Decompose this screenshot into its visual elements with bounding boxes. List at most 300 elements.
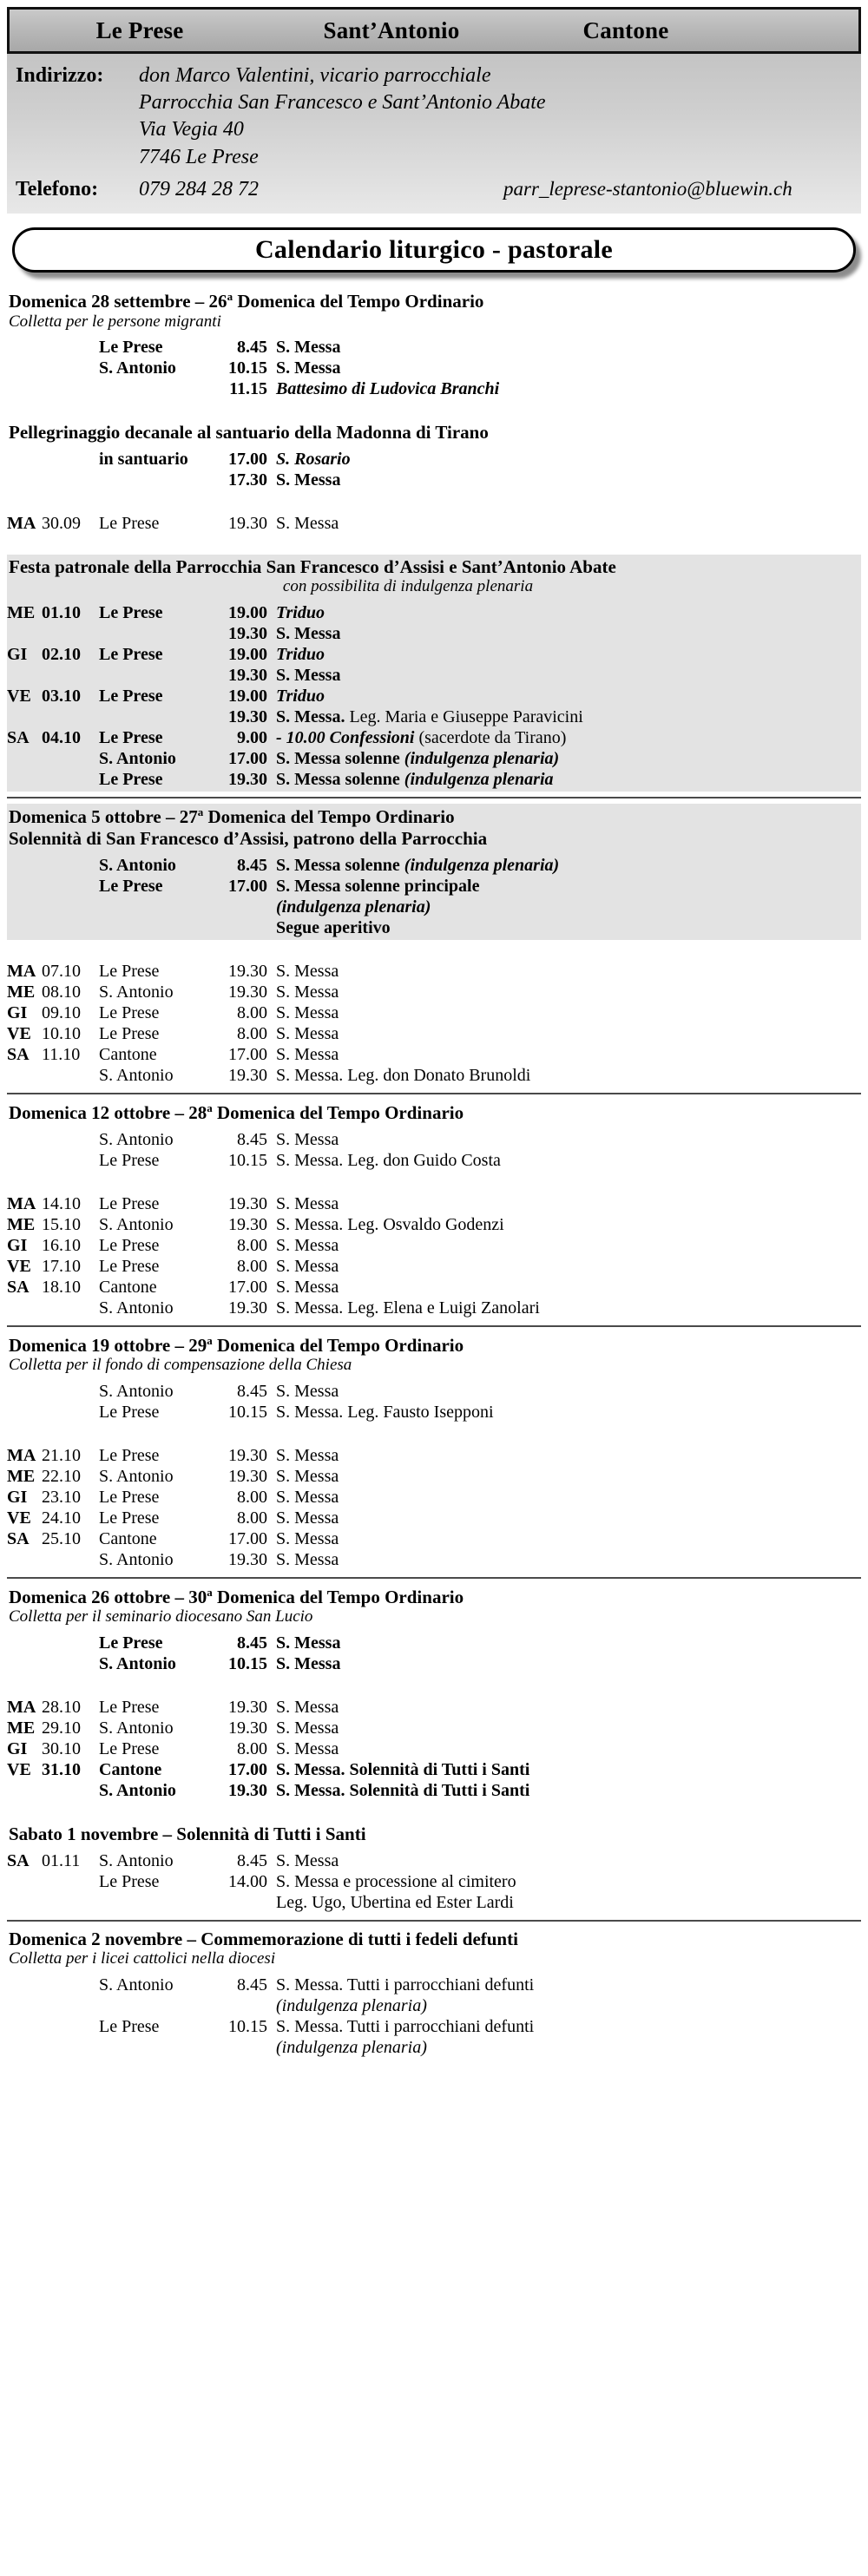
row-location: Cantone <box>99 1528 157 1548</box>
row-time: 17.00 <box>228 1759 267 1779</box>
row-description-main: S. Messa <box>276 1235 339 1255</box>
row-description <box>276 686 861 706</box>
schedule-row <box>7 513 861 534</box>
heading-text: Domenica 28 settembre – 26 <box>9 290 227 312</box>
row-description-main: S. Messa. Leg. Osvaldo Godenzi <box>276 1214 504 1234</box>
row-description-main: S. Messa. Tutti i parrocchiani defunti <box>276 2016 535 2036</box>
row-location: Le Prese <box>99 1193 160 1213</box>
row-description <box>276 1381 861 1402</box>
email-address[interactable]: parr_leprese-stantonio@bluewin.ch <box>503 177 792 200</box>
row-weekday: MA <box>7 1193 36 1213</box>
calendar-section-dom-5-ott <box>7 804 861 940</box>
row-description <box>276 1759 861 1780</box>
schedule-row <box>7 876 861 897</box>
schedule-row <box>7 982 861 1002</box>
row-weekday: SA <box>7 1044 30 1064</box>
row-date: 11.10 <box>42 1044 81 1064</box>
row-weekday: ME <box>7 1214 36 1234</box>
heading-text: Domenica 19 ottobre – 29 <box>9 1334 207 1356</box>
row-location: S. Antonio <box>99 1214 174 1234</box>
row-description-main: S. Messa <box>276 1445 339 1465</box>
address-line-4: 7746 Le Prese <box>139 145 259 168</box>
row-location: S. Antonio <box>99 358 176 378</box>
row-time: 10.15 <box>228 1402 267 1422</box>
row-weekday: GI <box>7 1002 28 1022</box>
section-inner <box>7 1822 861 1915</box>
row-description <box>276 1044 861 1065</box>
calendar-section-festa-patronale <box>7 555 861 792</box>
row-description <box>276 961 861 982</box>
row-location: Le Prese <box>99 876 163 896</box>
schedule-row <box>7 1044 861 1065</box>
row-description-main: (indulgenza plenaria) <box>276 2037 427 2057</box>
row-description <box>276 1466 861 1487</box>
row-description <box>276 1487 861 1508</box>
row-description-tail: (sacerdote da Tirano) <box>414 728 567 748</box>
row-location: Le Prese <box>99 1002 160 1022</box>
row-description <box>276 1193 861 1214</box>
row-weekday: VE <box>7 687 31 706</box>
section-heading: Sabato 1 novembre – Solennità di Tutti i Santi <box>9 1823 366 1844</box>
row-weekday: GI <box>7 645 28 665</box>
row-description-main: S. Messa <box>276 1277 339 1297</box>
schedule-row <box>7 897 861 917</box>
row-description-main: S. Messa. Solennità di Tutti i Santi <box>276 1780 530 1800</box>
row-description-main: S. Messa <box>276 1129 339 1149</box>
schedule-row <box>7 1445 861 1466</box>
schedule-row <box>7 665 861 686</box>
row-description-main: S. Messa <box>276 470 341 490</box>
address-lines <box>139 62 546 171</box>
calendar-section-sett-28-31-ott <box>7 1695 861 1803</box>
calendar-section-dom-26-ott <box>7 1584 861 1676</box>
row-location: Le Prese <box>99 1508 160 1528</box>
row-date: 01.10 <box>42 603 81 623</box>
heading-ordinal-suffix: a <box>207 1101 213 1114</box>
row-description-main: S. Messa <box>276 624 341 644</box>
row-description-note: (indulgenza plenaria) <box>399 749 560 769</box>
village-name-le-prese: Le Prese <box>95 16 184 43</box>
row-description <box>276 1235 861 1256</box>
calendar-body <box>7 288 861 2060</box>
row-date: 28.10 <box>42 1697 81 1717</box>
row-date: 30.09 <box>42 513 81 533</box>
row-description-main: S. Messa <box>276 337 341 357</box>
village-header-bar <box>7 7 861 54</box>
row-date: 09.10 <box>42 1002 81 1022</box>
calendar-section-sett-21-25-ott <box>7 1443 861 1572</box>
heading-ordinal-suffix: a <box>207 1585 213 1599</box>
row-description <box>276 602 861 623</box>
section-inner <box>7 1695 861 1803</box>
row-description-main: S. Messa. Leg. Elena e Luigi Zanolari <box>276 1298 540 1318</box>
section-heading <box>7 1334 861 1357</box>
row-description <box>276 1445 861 1466</box>
row-time: 9.00 <box>237 728 267 748</box>
row-location: Le Prese <box>99 645 163 665</box>
schedule-row <box>7 1633 861 1653</box>
calendar-title-wrapper <box>12 227 856 273</box>
row-date: 01.11 <box>42 1850 81 1870</box>
row-weekday: ME <box>7 1466 36 1486</box>
schedule-row <box>7 686 861 706</box>
row-description-main: S. Messa <box>276 1528 339 1548</box>
row-description <box>276 1995 861 2016</box>
row-time: 19.30 <box>228 1193 267 1213</box>
row-location: Le Prese <box>99 1402 160 1422</box>
section-gap <box>7 1424 861 1443</box>
schedule-row <box>7 1759 861 1780</box>
calendar-section-dom-19-ott <box>7 1332 861 1424</box>
row-time: 8.45 <box>237 337 267 357</box>
row-location: Le Prese <box>99 2016 160 2036</box>
schedule-row <box>7 1381 861 1402</box>
heading-text: Domenica 26 ottobre – 30 <box>9 1586 207 1607</box>
calendar-section-sab-1-nov <box>7 1822 861 1915</box>
row-location: Cantone <box>99 1759 162 1779</box>
row-date: 29.10 <box>42 1718 81 1738</box>
calendar-section-sett-07-11-ott <box>7 959 861 1088</box>
section-subheading: Colletta per il seminario diocesano San Lucio <box>9 1607 313 1626</box>
row-description <box>276 1065 861 1086</box>
row-description <box>276 897 861 917</box>
row-description <box>276 1697 861 1718</box>
row-time: 19.30 <box>228 1549 267 1569</box>
calendar-title-pill <box>12 227 856 273</box>
row-description <box>276 1023 861 1044</box>
calendar-section-ma-3009 <box>7 511 861 536</box>
schedule-row <box>7 337 861 358</box>
schedule-row <box>7 2016 861 2037</box>
row-location: Le Prese <box>99 1256 160 1276</box>
row-location: Le Prese <box>99 1445 160 1465</box>
section-subheading: Colletta per i licei cattolici nella diocesi <box>9 1949 276 1968</box>
row-location: S. Antonio <box>99 1298 174 1318</box>
row-weekday: MA <box>7 961 36 981</box>
row-description-main: S. Messa solenne <box>276 855 400 875</box>
schedule-row <box>7 706 861 727</box>
section-inner <box>7 420 861 492</box>
section-inner <box>7 1443 861 1572</box>
row-time: 8.45 <box>237 1850 267 1870</box>
row-weekday: GI <box>7 1487 28 1507</box>
row-weekday: VE <box>7 1023 31 1043</box>
row-date: 02.10 <box>42 645 81 665</box>
row-location: Cantone <box>99 1277 157 1297</box>
row-description <box>276 358 861 378</box>
row-description <box>276 1718 861 1738</box>
row-time: 19.30 <box>228 1214 267 1234</box>
row-location: Le Prese <box>99 337 163 357</box>
row-location: Le Prese <box>99 770 163 790</box>
row-time: 8.00 <box>237 1738 267 1758</box>
row-description <box>276 1277 861 1298</box>
section-heading: Domenica 2 novembre – Commemorazione di tutti i fedeli defunti <box>9 1928 518 1949</box>
row-description-main: S. Messa <box>276 982 339 1002</box>
row-description-main: S. Messa <box>276 513 339 533</box>
row-weekday: MA <box>7 513 36 533</box>
row-description-main: S. Messa. Leg. don Guido Costa <box>276 1150 501 1170</box>
schedule-row <box>7 1298 861 1318</box>
row-description-main: S. Messa solenne principale <box>276 876 480 896</box>
row-time: 8.45 <box>237 1129 267 1149</box>
row-location: Le Prese <box>99 1633 163 1653</box>
schedule-row <box>7 1150 861 1171</box>
row-time: 8.45 <box>237 855 267 875</box>
row-description-main: S. Messa <box>276 1549 339 1569</box>
row-description-main: S. Messa <box>276 1850 339 1870</box>
schedule-row <box>7 769 861 790</box>
row-description <box>276 876 861 897</box>
row-description <box>276 1653 861 1674</box>
row-location: Le Prese <box>99 1871 160 1891</box>
row-time: 8.45 <box>237 1975 267 1994</box>
row-date: 07.10 <box>42 961 81 981</box>
row-description <box>276 2037 861 2058</box>
row-date: 15.10 <box>42 1214 81 1234</box>
row-description-main: S. Messa. <box>276 707 345 727</box>
row-weekday: ME <box>7 1718 36 1738</box>
row-description <box>276 1892 861 1913</box>
schedule-row <box>7 602 861 623</box>
row-location: Le Prese <box>99 728 163 748</box>
row-date: 03.10 <box>42 687 81 706</box>
row-location: Le Prese <box>99 513 160 533</box>
schedule-row <box>7 1995 861 2016</box>
row-description-main: Triduo <box>276 603 325 623</box>
schedule-row <box>7 470 861 490</box>
row-date: 21.10 <box>42 1445 81 1465</box>
section-inner <box>7 1927 861 2060</box>
village-name-santantonio: Sant’Antonio <box>323 16 460 43</box>
calendar-section-dom-12-ott <box>7 1100 861 1173</box>
section-separator <box>7 1093 861 1094</box>
row-time: 19.30 <box>228 707 267 727</box>
row-time: 17.30 <box>228 470 267 490</box>
row-date: 23.10 <box>42 1487 81 1507</box>
row-time: 19.00 <box>228 687 267 706</box>
telephone-label: Telefono: <box>16 177 99 200</box>
section-heading <box>7 805 861 828</box>
row-location: S. Antonio <box>99 1850 174 1870</box>
heading-text-tail: Domenica del Tempo Ordinario <box>233 290 484 312</box>
row-description-main: - 10.00 Confessioni <box>276 728 415 748</box>
row-description <box>276 665 861 686</box>
schedule-row <box>7 917 861 938</box>
row-description <box>276 1549 861 1570</box>
row-date: 30.10 <box>42 1738 81 1758</box>
row-location: Le Prese <box>99 1023 160 1043</box>
calendar-section-dom-2-nov <box>7 1927 861 2060</box>
row-date: 25.10 <box>42 1528 81 1548</box>
row-location: Le Prese <box>99 961 160 981</box>
row-description <box>276 513 861 534</box>
row-date: 04.10 <box>42 728 81 748</box>
section-heading-secondary: Solennità di San Francesco d’Assisi, patrono della Parrocchia <box>9 828 488 850</box>
row-time: 10.15 <box>228 2016 267 2036</box>
row-description-main: Triduo <box>276 645 325 665</box>
row-time: 8.00 <box>237 1256 267 1276</box>
row-description <box>276 337 861 358</box>
row-time: 10.15 <box>228 1150 267 1170</box>
schedule-row <box>7 623 861 644</box>
section-separator <box>7 1920 861 1922</box>
row-time: 19.30 <box>228 1298 267 1318</box>
section-separator <box>7 1325 861 1327</box>
address-line-3: Via Vegia 40 <box>139 118 244 141</box>
row-description <box>276 2016 861 2037</box>
liturgical-calendar-page <box>0 7 868 2060</box>
row-time: 8.00 <box>237 1487 267 1507</box>
row-description <box>276 644 861 665</box>
row-description <box>276 378 861 399</box>
heading-text-tail: Domenica del Tempo Ordinario <box>212 1101 464 1123</box>
row-description-main: S. Messa <box>276 1653 341 1673</box>
section-inner <box>7 555 861 792</box>
row-location: S. Antonio <box>99 1718 174 1738</box>
row-description-main: S. Messa e processione al cimitero <box>276 1871 516 1891</box>
section-inner <box>7 511 861 536</box>
row-description <box>276 1150 861 1171</box>
row-time: 17.00 <box>228 1528 267 1548</box>
row-weekday: GI <box>7 1235 28 1255</box>
schedule-row <box>7 1549 861 1570</box>
section-inner <box>7 804 861 940</box>
row-date: 08.10 <box>42 982 81 1002</box>
row-weekday: MA <box>7 1697 36 1717</box>
row-description-main: S. Messa <box>276 1381 339 1401</box>
section-subheading: Colletta per il fondo di compensazione della Chiesa <box>9 1356 352 1375</box>
row-location: Le Prese <box>99 1487 160 1507</box>
row-description-main: S. Rosario <box>276 449 351 469</box>
calendar-section-sett-14-18-ott <box>7 1192 861 1320</box>
row-weekday: SA <box>7 728 30 748</box>
row-description <box>276 1508 861 1528</box>
schedule-row <box>7 1235 861 1256</box>
telephone-value: 079 284 28 72 <box>139 177 259 200</box>
row-time: 19.30 <box>228 1445 267 1465</box>
row-weekday: MA <box>7 1445 36 1465</box>
row-time: 19.30 <box>228 982 267 1002</box>
row-weekday: SA <box>7 1850 30 1870</box>
schedule-row <box>7 1487 861 1508</box>
row-time: 10.15 <box>228 1653 267 1673</box>
row-description-tail: Leg. Maria e Giuseppe Paravicini <box>345 707 583 727</box>
contact-block <box>7 54 861 214</box>
calendar-section-dom-28-set <box>7 288 861 401</box>
schedule-row <box>7 378 861 399</box>
row-time: 19.30 <box>228 1718 267 1738</box>
row-description-main: Segue aperitivo <box>276 917 391 937</box>
row-time: 19.30 <box>228 1780 267 1800</box>
row-description <box>276 748 861 769</box>
row-location: S. Antonio <box>99 1549 174 1569</box>
row-date: 16.10 <box>42 1235 81 1255</box>
schedule-row <box>7 1892 861 1913</box>
row-description <box>276 1129 861 1150</box>
row-description-main: S. Messa <box>276 1508 339 1528</box>
schedule-row <box>7 1508 861 1528</box>
row-location: Le Prese <box>99 1697 160 1717</box>
row-time: 19.30 <box>228 961 267 981</box>
row-description <box>276 1402 861 1423</box>
row-weekday: VE <box>7 1256 31 1276</box>
schedule-row <box>7 1256 861 1277</box>
row-location: Le Prese <box>99 1150 160 1170</box>
section-gap <box>7 940 861 959</box>
row-description <box>276 1871 861 1892</box>
row-weekday: VE <box>7 1759 31 1779</box>
row-description-main: S. Messa <box>276 1256 339 1276</box>
row-date: 17.10 <box>42 1256 81 1276</box>
schedule-row <box>7 1528 861 1549</box>
schedule-row <box>7 644 861 665</box>
section-inner <box>7 1584 861 1676</box>
row-location: S. Antonio <box>99 982 174 1002</box>
row-time: 10.15 <box>228 358 267 378</box>
heading-ordinal-suffix: a <box>227 289 233 303</box>
row-description-main: S. Messa <box>276 1738 339 1758</box>
row-description <box>276 1298 861 1318</box>
row-description <box>276 1850 861 1871</box>
section-inner <box>7 1100 861 1173</box>
row-time: 17.00 <box>228 1277 267 1297</box>
row-location: S. Antonio <box>99 1129 174 1149</box>
row-date: 10.10 <box>42 1023 81 1043</box>
row-location: Le Prese <box>99 687 163 706</box>
row-location: S. Antonio <box>99 1653 176 1673</box>
row-time: 19.30 <box>228 1065 267 1085</box>
section-gap <box>7 1173 861 1192</box>
row-description-main: S. Messa <box>276 1466 339 1486</box>
schedule-row <box>7 1193 861 1214</box>
row-date: 31.10 <box>42 1759 81 1779</box>
row-description-main: S. Messa solenne <box>276 749 400 769</box>
row-time: 19.00 <box>228 645 267 665</box>
row-location: S. Antonio <box>99 1065 174 1085</box>
row-time: 19.30 <box>228 624 267 644</box>
row-time: 8.45 <box>237 1381 267 1401</box>
row-weekday: GI <box>7 1738 28 1758</box>
schedule-row <box>7 1871 861 1892</box>
row-date: 22.10 <box>42 1466 81 1486</box>
row-description-main: S. Messa <box>276 1002 339 1022</box>
row-location: Le Prese <box>99 603 163 623</box>
section-separator <box>7 797 861 798</box>
section-heading: Pellegrinaggio decanale al santuario della Madonna di Tirano <box>9 421 489 443</box>
schedule-row <box>7 1277 861 1298</box>
row-date: 18.10 <box>42 1277 81 1297</box>
row-location: Cantone <box>99 1044 157 1064</box>
row-time: 19.00 <box>228 603 267 623</box>
heading-ordinal-suffix: a <box>207 1333 213 1347</box>
row-description-main: S. Messa. Leg. don Donato Brunoldi <box>276 1065 531 1085</box>
row-description <box>276 1214 861 1235</box>
schedule-row <box>7 961 861 982</box>
row-time: 8.00 <box>237 1023 267 1043</box>
row-time: 14.00 <box>228 1871 267 1891</box>
schedule-row <box>7 1850 861 1871</box>
section-inner <box>7 288 861 401</box>
row-date: 14.10 <box>42 1193 81 1213</box>
schedule-row <box>7 727 861 748</box>
row-description <box>276 449 861 470</box>
section-gap <box>7 401 861 420</box>
row-description-main: S. Messa. Solennità di Tutti i Santi <box>276 1759 530 1779</box>
row-description <box>276 1528 861 1549</box>
row-description <box>276 623 861 644</box>
row-time: 19.30 <box>228 666 267 686</box>
